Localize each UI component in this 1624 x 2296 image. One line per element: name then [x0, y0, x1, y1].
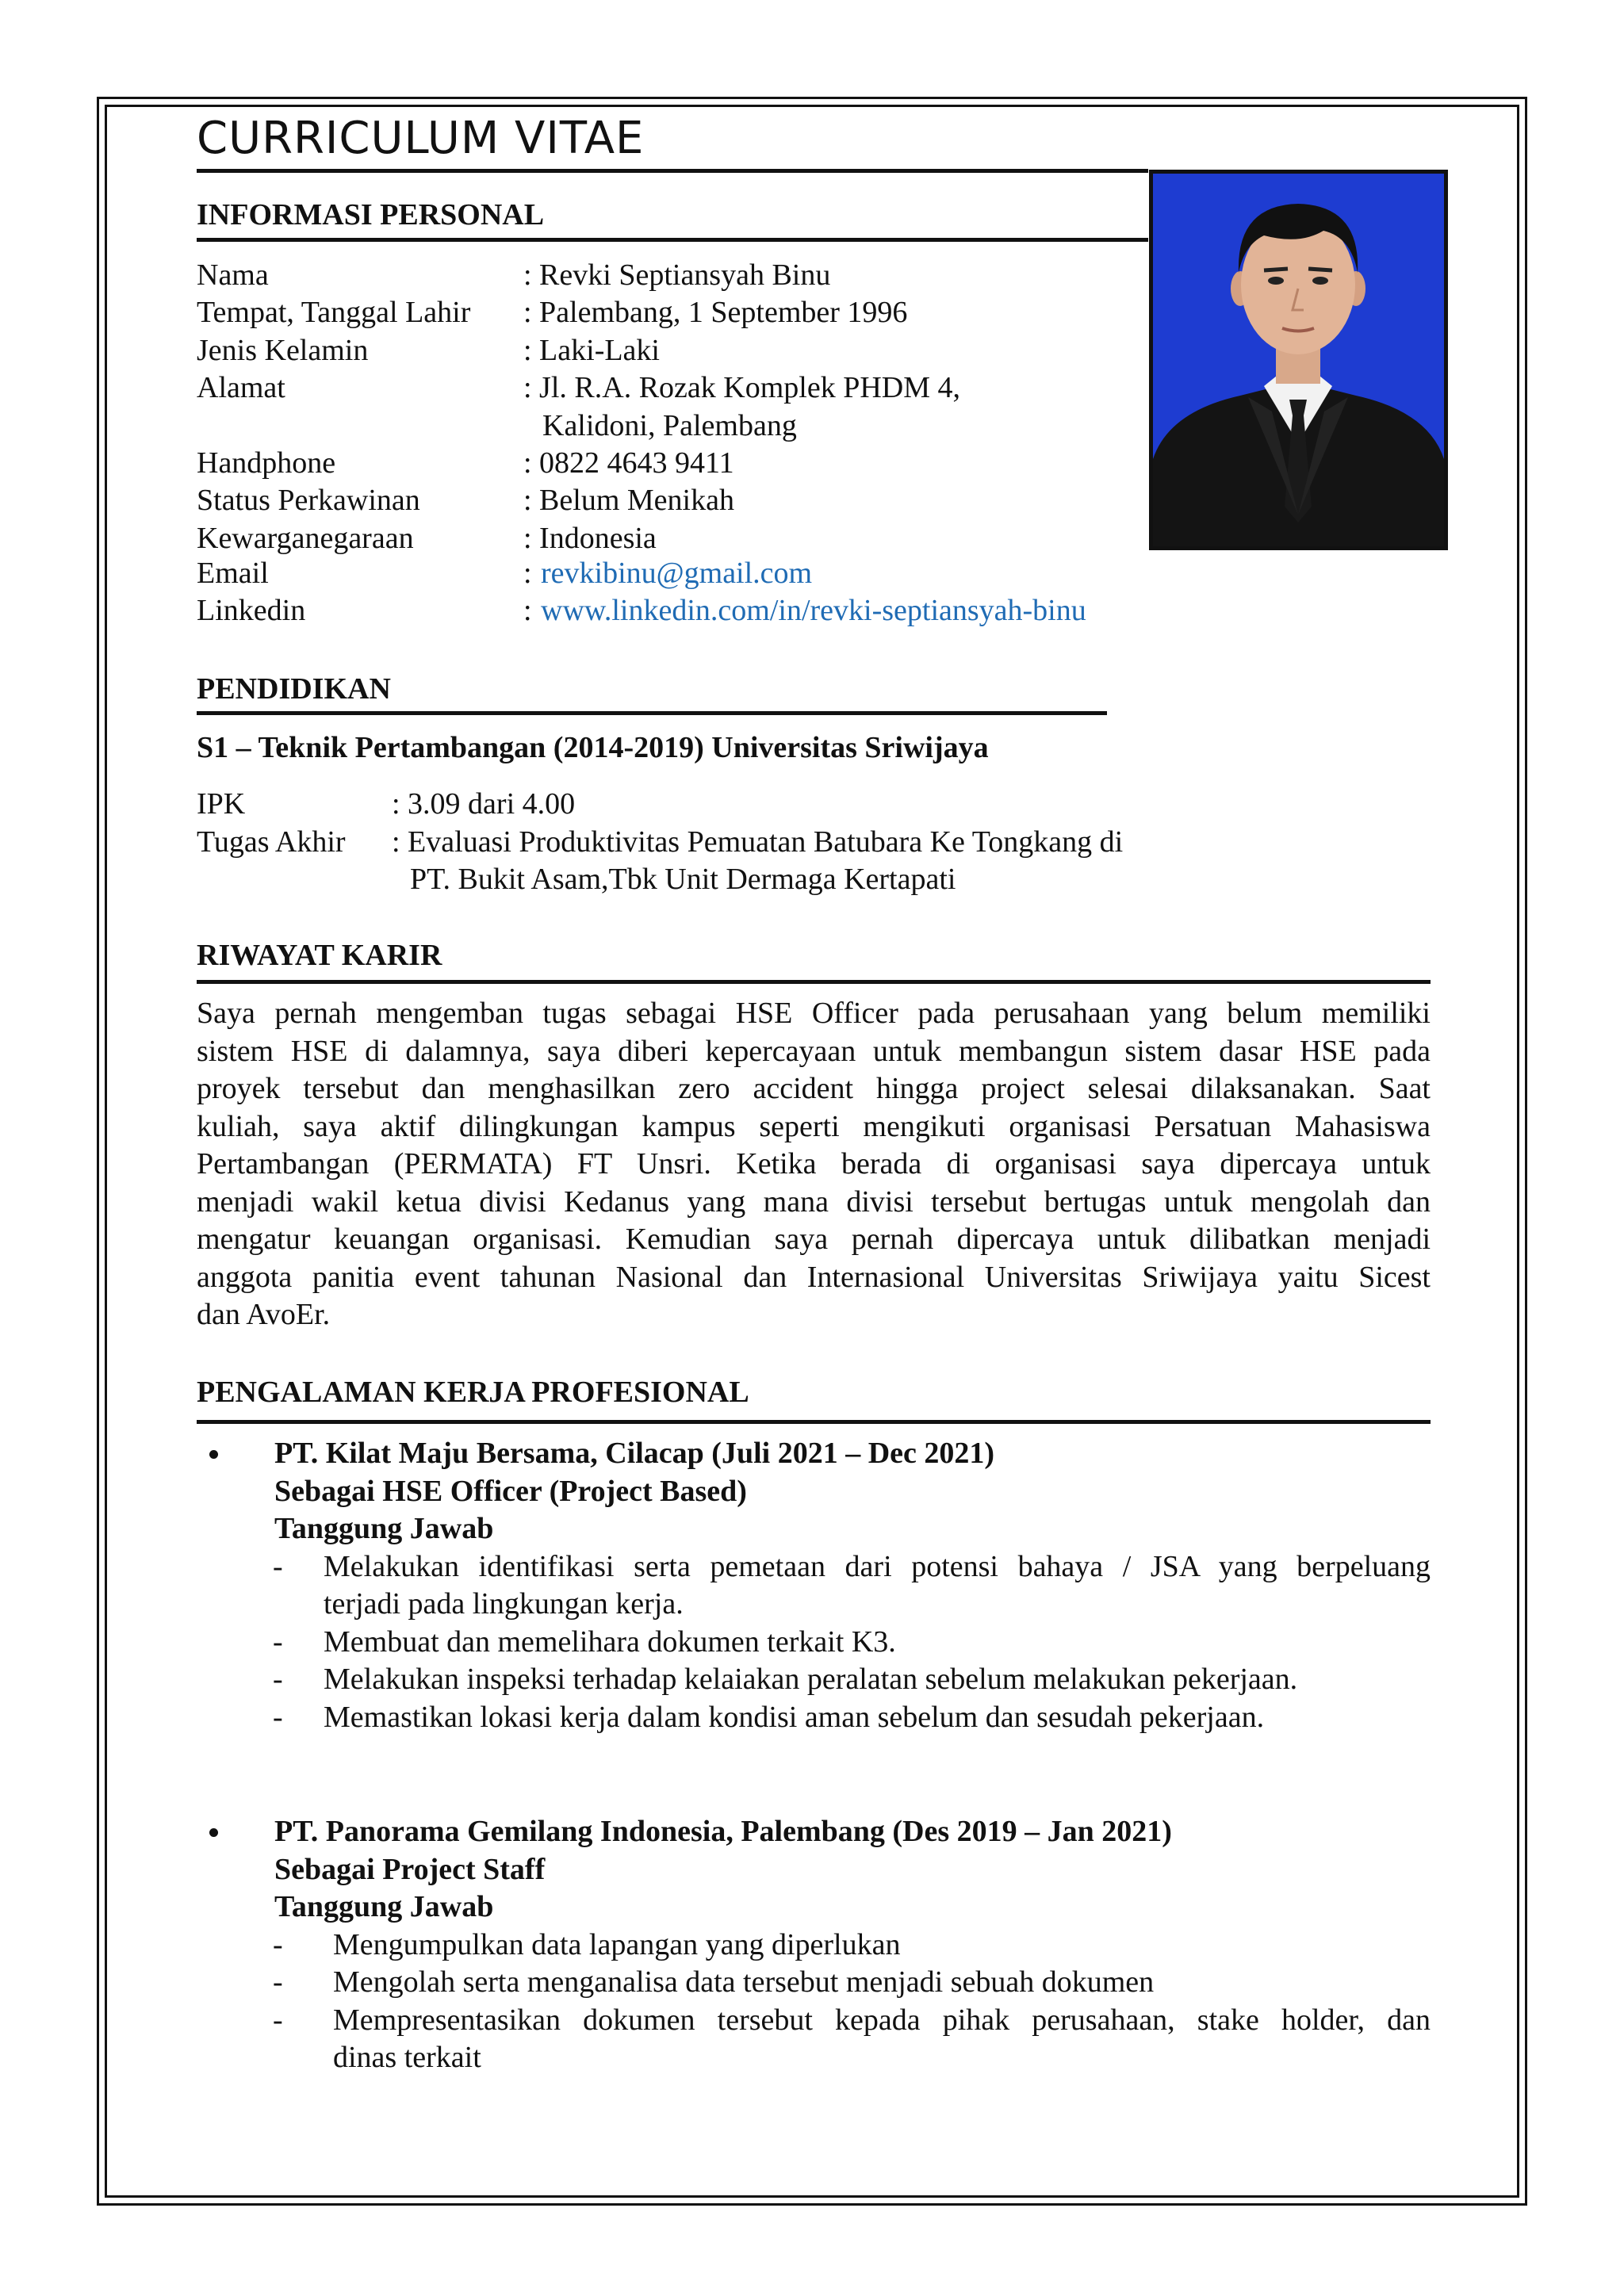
education-degree: S1 – Teknik Pertambangan (2014-2019) Universitas Sriwijaya: [197, 731, 989, 764]
duty-dash: -: [273, 1624, 283, 1659]
duty-dash: -: [273, 1700, 283, 1734]
career-summary-line: anggota panitia event tahunan Nasional dan Internasional Universitas Sriwijaya yaitu Sicest: [197, 1260, 1431, 1294]
personal-row-value: : Laki-Laki: [523, 333, 660, 367]
job-duty: Mempresentasikan dokumen tersebut kepada pihak perusahaan, stake holder, dan: [333, 2003, 1431, 2037]
career-summary: [197, 995, 1431, 1334]
job-role: Sebagai Project Staff: [274, 1852, 546, 1886]
personal-row-value: : Jl. R.A. Rozak Komplek PHDM 4,: [523, 371, 960, 405]
ipk-label: IPK: [197, 787, 246, 821]
career-summary-line: kuliah, saya aktif dilingkungan kampus seperti mengikuti organisasi Persatuan Mahasiswa: [197, 1109, 1431, 1143]
section-heading-education: PENDIDIKAN: [197, 672, 391, 706]
job-duty: Membuat dan memelihara dokumen terkait K3.: [324, 1624, 896, 1659]
personal-row-label: Nama: [197, 258, 269, 292]
job-duty: Mengumpulkan data lapangan yang diperlukan: [333, 1927, 901, 1961]
career-summary-line: proyek tersebut dan menghasilkan zero accident hingga project selesai dilaksanakan. Saat: [197, 1072, 1431, 1105]
career-summary-line: Pertambangan (PERMATA) FT Unsri. Ketika berada di organisasi saya dipercaya untuk: [197, 1147, 1431, 1181]
duty-dash: -: [273, 1965, 283, 1999]
section-heading-experience: PENGALAMAN KERJA PROFESIONAL: [197, 1376, 749, 1409]
duty-dash: -: [273, 1927, 283, 1961]
career-summary-line: sistem HSE di dalamnya, saya diberi kepercayaan untuk membangun sistem dasar HSE pada: [197, 1034, 1431, 1068]
duty-dash: -: [273, 1549, 283, 1583]
duty-dash: -: [273, 2003, 283, 2037]
personal-row-value: : Revki Septiansyah Binu: [523, 258, 831, 292]
personal-rule: [197, 238, 1148, 242]
linkedin-colon: :: [523, 594, 532, 627]
career-summary-line: menjadi wakil ketua divisi Kedanus yang mana divisi tersebut bertugas untuk mengolah dan: [197, 1184, 1431, 1219]
career-rule: [197, 980, 1431, 984]
experience-rule: [197, 1420, 1431, 1424]
job-duty: Melakukan identifikasi serta pemetaan dari potensi bahaya / JSA yang berpeluang: [324, 1549, 1431, 1583]
job-company: PT. Kilat Maju Bersama, Cilacap (Juli 2021 – Dec 2021): [274, 1437, 995, 1470]
job-duty: terjadi pada lingkungan kerja.: [324, 1587, 684, 1621]
personal-row-value: : Belum Menikah: [523, 484, 734, 518]
personal-row-value: : Indonesia: [523, 521, 657, 555]
email-label: Email: [197, 557, 269, 590]
job-responsibility-heading: Tanggung Jawab: [274, 1890, 494, 1923]
title-rule: [197, 169, 1148, 173]
email-link[interactable]: revkibinu@gmail.com: [541, 557, 813, 590]
personal-row-label: Status Perkawinan: [197, 484, 420, 518]
career-summary-line: dan AvoEr.: [197, 1298, 331, 1331]
ipk-value: : 3.09 dari 4.00: [392, 787, 576, 821]
job-role: Sebagai HSE Officer (Project Based): [274, 1474, 747, 1508]
bullet-dot: [209, 1828, 218, 1837]
portrait-image: [1153, 174, 1444, 546]
personal-row-label: Handphone: [197, 446, 336, 480]
job-duty: Melakukan inspeksi terhadap kelaiakan peralatan sebelum melakukan pekerjaan.: [324, 1663, 1298, 1696]
job-responsibility-heading: Tanggung Jawab: [274, 1512, 494, 1545]
section-heading-personal: INFORMASI PERSONAL: [197, 198, 545, 232]
personal-row-label: Alamat: [197, 371, 285, 405]
thesis-label: Tugas Akhir: [197, 825, 346, 859]
personal-row-label: Kewarganegaraan: [197, 521, 414, 555]
linkedin-link[interactable]: www.linkedin.com/in/revki-septiansyah-binu: [541, 594, 1086, 627]
job-duty: Memastikan lokasi kerja dalam kondisi aman sebelum dan sesudah pekerjaan.: [324, 1700, 1265, 1734]
personal-row-value: : 0822 4643 9411: [523, 446, 734, 480]
job-duty: dinas terkait: [333, 2041, 481, 2074]
email-colon: :: [523, 557, 532, 590]
education-rule: [197, 711, 1107, 715]
linkedin-label: Linkedin: [197, 594, 306, 627]
profile-photo: [1149, 170, 1448, 550]
bullet-dot: [209, 1450, 218, 1459]
document-title: CURRICULUM VITAE: [197, 113, 645, 164]
job-duty: Mengolah serta menganalisa data tersebut menjadi sebuah dokumen: [333, 1965, 1155, 1999]
career-summary-line: mengatur keuangan organisasi. Kemudian saya pernah dipercaya untuk dilibatkan menjadi: [197, 1223, 1431, 1256]
section-heading-career: RIWAYAT KARIR: [197, 939, 442, 972]
thesis-line-1: : Evaluasi Produktivitas Pemuatan Batubara Ke Tongkang di: [392, 825, 1124, 859]
job-company: PT. Panorama Gemilang Indonesia, Palembang (Des 2019 – Jan 2021): [274, 1815, 1172, 1848]
personal-row-value: Kalidoni, Palembang: [542, 408, 797, 442]
thesis-line-2: PT. Bukit Asam,Tbk Unit Dermaga Kertapati: [410, 863, 956, 896]
duty-dash: -: [273, 1663, 283, 1696]
career-summary-line: Saya pernah mengemban tugas sebagai HSE Officer pada perusahaan yang belum memiliki: [197, 997, 1431, 1030]
personal-row-label: Jenis Kelamin: [197, 333, 369, 367]
personal-row-label: Tempat, Tanggal Lahir: [197, 296, 471, 330]
personal-row-value: : Palembang, 1 September 1996: [523, 296, 908, 330]
